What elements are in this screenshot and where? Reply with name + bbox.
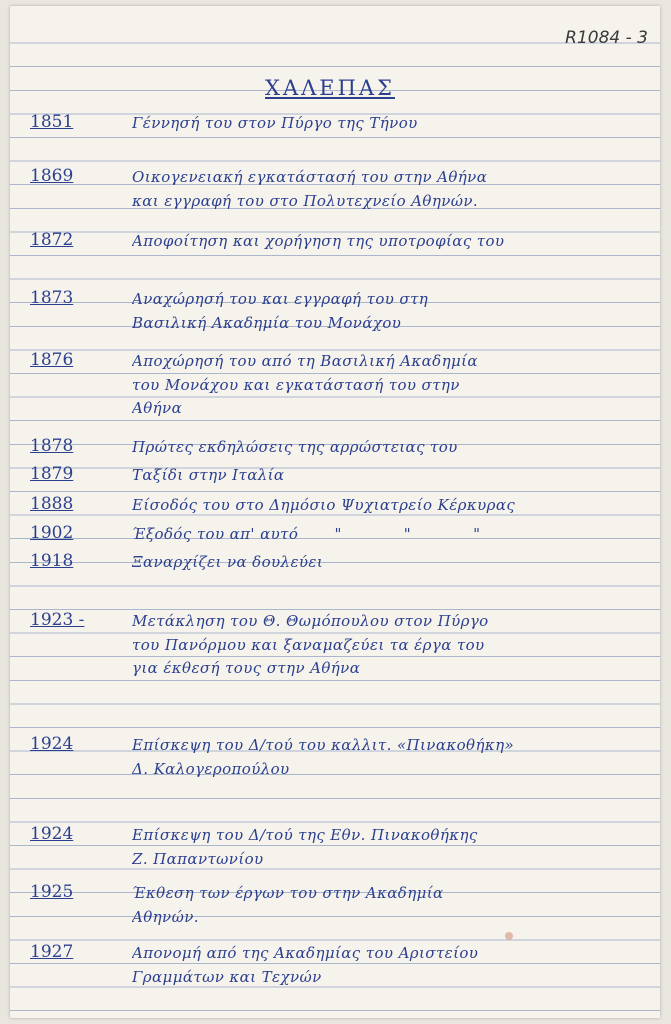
page-title: ΧΑΛΕΠΑΣ xyxy=(265,76,395,100)
entry-line: Ταξίδι στην Ιταλία xyxy=(132,466,285,484)
entry-year: 1888 xyxy=(30,494,74,514)
entry-text xyxy=(132,230,654,254)
archive-reference: R1084 - 3 xyxy=(565,28,648,48)
entry-year: 1869 xyxy=(30,166,74,186)
entry-text xyxy=(132,288,654,335)
entry-line: Πρώτες εκδηλώσεις της αρρώστειας του xyxy=(132,438,458,456)
entry-line: του Πανόρμου και ξαναμαζεύει τα έργα του xyxy=(132,635,485,654)
entry-text xyxy=(132,436,654,460)
entry-line: Επίσκεψη του Δ/τού του καλλιτ. «Πινακοθήκη» xyxy=(132,736,515,754)
entry-year: 1924 xyxy=(30,734,74,754)
entry-text xyxy=(132,494,654,518)
entry-line: Μετάκληση του Θ. Θωμόπουλου στον Πύργο xyxy=(132,612,489,630)
entry-line: και εγγραφή του στο Πολυτεχνείο Αθηνών. xyxy=(132,191,479,210)
entry-year: 1876 xyxy=(30,350,74,370)
entry-year: 1872 xyxy=(30,230,74,250)
entry-year: 1918 xyxy=(30,551,74,571)
entry-year: 1924 xyxy=(30,824,74,844)
entry-line: Αποχώρησή του από τη Βασιλική Ακαδημία xyxy=(132,352,478,370)
entry-line: για έκθεσή τους στην Αθήνα xyxy=(132,659,361,678)
entry-line: Αθηνών. xyxy=(132,907,199,926)
entry-text xyxy=(132,882,654,929)
entry-text xyxy=(132,942,654,989)
entry-line: Ξαναρχίζει να δουλεύει xyxy=(132,553,324,571)
entry-year: 1879 xyxy=(30,464,74,484)
entry-year: 1851 xyxy=(30,112,74,132)
entry-text xyxy=(132,734,654,781)
entry-year: 1923 - xyxy=(30,610,85,630)
entry-text xyxy=(132,523,654,547)
entry-text xyxy=(132,824,654,871)
entry-line: του Μονάχου και εγκατάστασή του στην xyxy=(132,375,460,394)
entry-line: Οικογενειακή εγκατάστασή του στην Αθήνα xyxy=(132,168,488,186)
entry-line: Έξοδός του απ' αυτό " " " xyxy=(132,525,481,543)
entry-text xyxy=(132,610,654,681)
manuscript-page xyxy=(10,6,660,1018)
entry-text xyxy=(132,464,654,488)
entry-line: Είσοδός του στο Δημόσιο Ψυχιατρείο Κέρκυρας xyxy=(132,496,516,514)
entry-text xyxy=(132,350,654,421)
entry-year: 1925 xyxy=(30,882,74,902)
entry-line: Αθήνα xyxy=(132,399,183,418)
entry-line: Γραμμάτων και Τεχνών xyxy=(132,967,322,986)
entry-line: Επίσκεψη του Δ/τού της Εθν. Πινακοθήκης xyxy=(132,826,478,844)
entry-text xyxy=(132,551,654,575)
entry-year: 1902 xyxy=(30,523,74,543)
entry-line: Δ. Καλογεροπούλου xyxy=(132,759,290,778)
entry-line: Απονομή από της Ακαδημίας του Αριστείου xyxy=(132,944,479,962)
entry-year: 1873 xyxy=(30,288,74,308)
entry-text xyxy=(132,112,654,136)
paper-stain xyxy=(505,932,513,940)
entry-line: Γέννησή του στον Πύργο της Τήνου xyxy=(132,114,418,132)
entry-year: 1878 xyxy=(30,436,74,456)
entry-line: Βασιλική Ακαδημία του Μονάχου xyxy=(132,313,402,332)
entry-text xyxy=(132,166,654,213)
entry-line: Ζ. Παπαντωνίου xyxy=(132,849,264,868)
entry-line: Αποφοίτηση και χορήγηση της υποτροφίας του xyxy=(132,232,505,250)
entry-line: Έκθεση των έργων του στην Ακαδημία xyxy=(132,884,444,902)
entry-year: 1927 xyxy=(30,942,74,962)
entry-line: Αναχώρησή του και εγγραφή του στη xyxy=(132,290,429,308)
